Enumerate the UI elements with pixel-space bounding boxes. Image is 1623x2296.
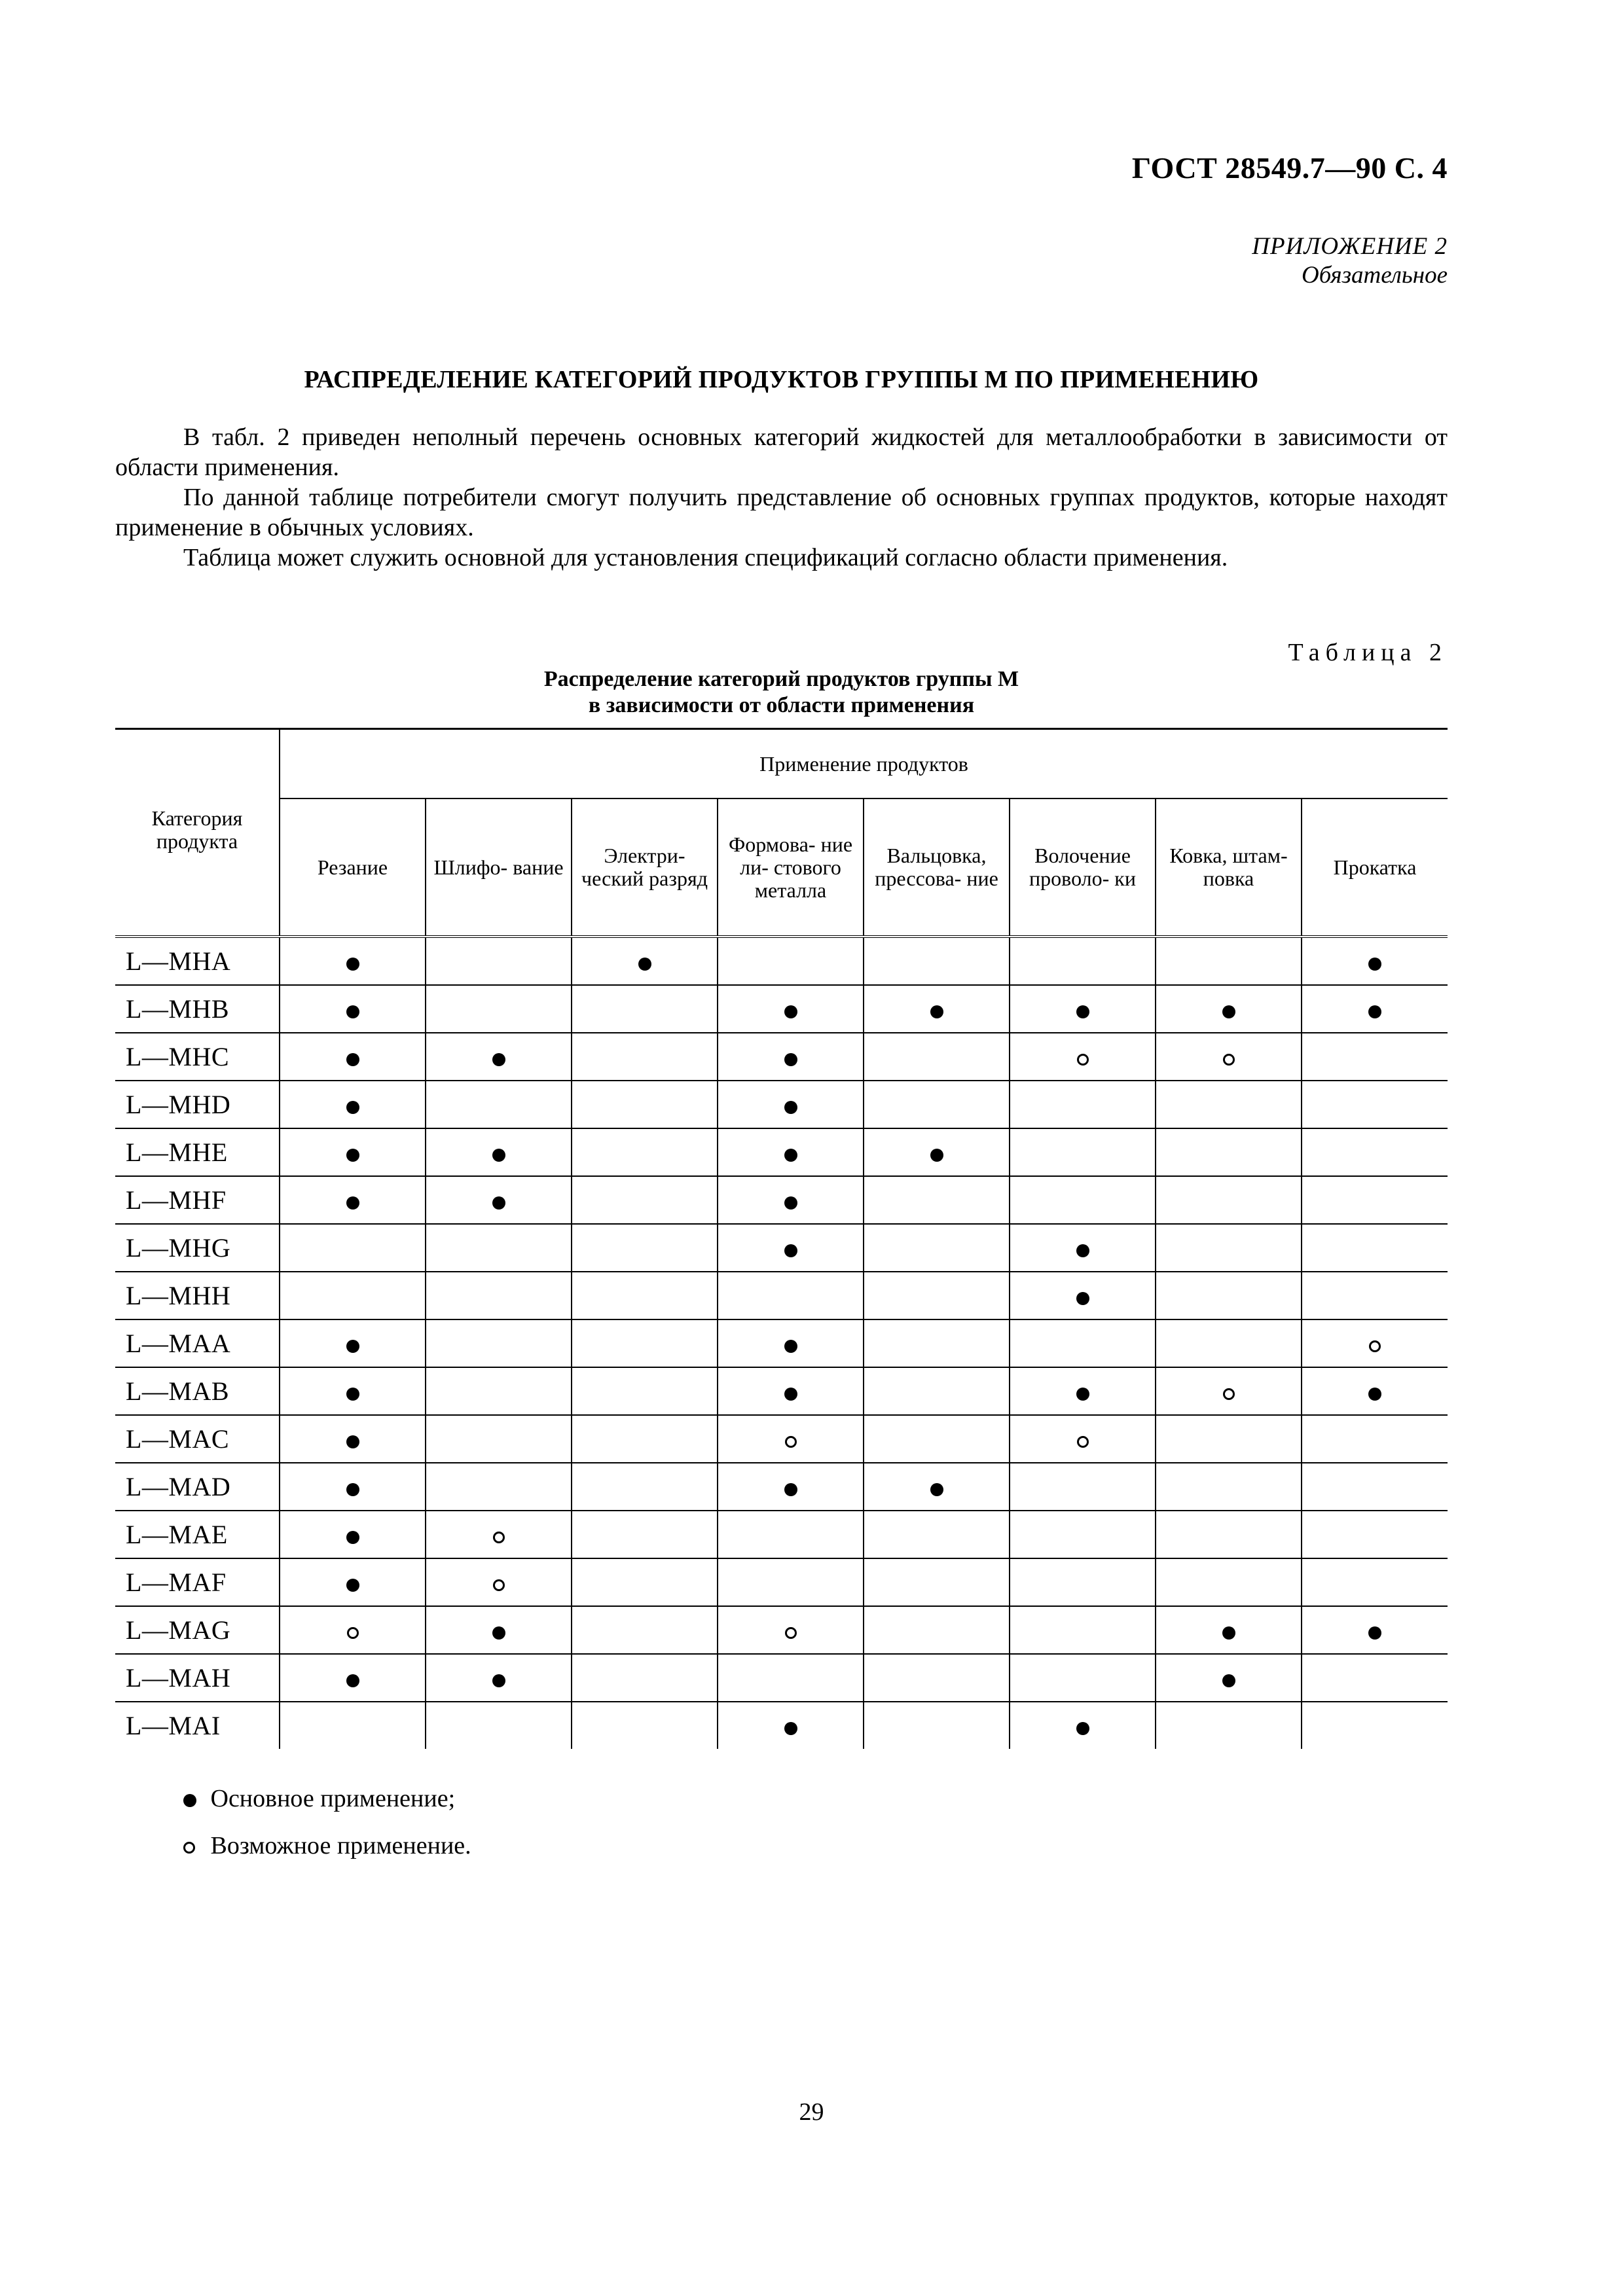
- category-code: L—MHG: [115, 1224, 280, 1272]
- table-cell: [280, 1654, 426, 1702]
- table-cell: [572, 1033, 718, 1081]
- category-code: L—MHE: [115, 1128, 280, 1176]
- filled-dot-icon: [1222, 1005, 1235, 1018]
- table-cell: [1302, 937, 1448, 985]
- table-row: [115, 1081, 1448, 1128]
- table-cell: [572, 1176, 718, 1224]
- table-cell: [864, 1224, 1010, 1272]
- table-row: [115, 1176, 1448, 1224]
- table-cell: [280, 1558, 426, 1606]
- column-header: Резание: [280, 798, 426, 937]
- table-label: Таблица 2: [1288, 639, 1448, 666]
- table-cell: [1302, 1176, 1448, 1224]
- filled-dot-icon: [492, 1149, 505, 1162]
- filled-dot-icon: [1368, 1005, 1381, 1018]
- table-title: [115, 666, 1448, 719]
- filled-dot-icon: [346, 1483, 359, 1496]
- table-cell: [1010, 1558, 1156, 1606]
- table-cell: [1302, 1033, 1448, 1081]
- table-cell: [718, 1033, 864, 1081]
- table-row: [115, 937, 1448, 985]
- table-cell: [426, 937, 572, 985]
- table-cell: [718, 985, 864, 1033]
- column-header: Формова- ние ли- стового металла: [718, 798, 864, 937]
- intro-paragraph: По данной таблице потребители смогут получить представление об основных группах продуктов, которые находят применение в обычных условиях.: [115, 484, 1448, 541]
- table-cell: [572, 1606, 718, 1654]
- column-header: Прокатка: [1302, 798, 1448, 937]
- filled-dot-icon: [492, 1626, 505, 1640]
- table-cell: [572, 1224, 718, 1272]
- table-cell: [718, 1081, 864, 1128]
- table-cell: [572, 937, 718, 985]
- filled-dot-icon: [784, 1722, 797, 1735]
- table-cell: [426, 1654, 572, 1702]
- table-cell: [280, 1511, 426, 1558]
- hollow-circle-icon: [785, 1627, 797, 1639]
- column-header: Волочение проволо- ки: [1010, 798, 1156, 937]
- table-cell: [864, 1606, 1010, 1654]
- table-cell: [572, 1702, 718, 1749]
- table-cell: [572, 1081, 718, 1128]
- table-cell: [1010, 937, 1156, 985]
- table-cell: [572, 1511, 718, 1558]
- table-cell: [280, 985, 426, 1033]
- table-cell: [1302, 1702, 1448, 1749]
- table-cell: [1010, 1224, 1156, 1272]
- table-title-line: в зависимости от области применения: [588, 693, 975, 717]
- filled-dot-icon: [346, 1388, 359, 1401]
- table-row: [115, 1367, 1448, 1415]
- table-cell: [280, 1367, 426, 1415]
- table-cell: [1156, 1606, 1302, 1654]
- table-cell: [1156, 985, 1302, 1033]
- table-row: [115, 1224, 1448, 1272]
- table-cell: [1156, 1654, 1302, 1702]
- legend: [183, 1775, 471, 1869]
- category-code: L—MHB: [115, 985, 280, 1033]
- filled-dot-icon: [1076, 1244, 1089, 1257]
- table-cell: [1302, 1128, 1448, 1176]
- table-cell: [864, 985, 1010, 1033]
- table-cell: [426, 1272, 572, 1319]
- table-cell: [1156, 1224, 1302, 1272]
- filled-dot-icon: [930, 1149, 943, 1162]
- filled-dot-icon: [784, 1388, 797, 1401]
- filled-dot-icon: [1222, 1626, 1235, 1640]
- table-cell: [864, 1654, 1010, 1702]
- table-cell: [1302, 1367, 1448, 1415]
- column-header: Шлифо- вание: [426, 798, 572, 937]
- category-code: L—MHA: [115, 937, 280, 985]
- column-header: Электри- ческий разряд: [572, 798, 718, 937]
- appendix-status: Обязательное: [1301, 262, 1448, 289]
- filled-dot-icon: [346, 1579, 359, 1592]
- table-cell: [1010, 1081, 1156, 1128]
- table-cell: [1156, 1319, 1302, 1367]
- filled-dot-icon: [346, 1005, 359, 1018]
- filled-dot-icon: [346, 1149, 359, 1162]
- filled-dot-icon: [784, 1101, 797, 1114]
- table-cell: [426, 1606, 572, 1654]
- table-cell: [1156, 1558, 1302, 1606]
- table-cell: [426, 1033, 572, 1081]
- table-cell: [280, 1463, 426, 1511]
- table-cell: [718, 1224, 864, 1272]
- filled-dot-icon: [346, 1101, 359, 1114]
- table-cell: [572, 1415, 718, 1463]
- category-header: Категория продукта: [115, 729, 280, 937]
- table-cell: [572, 985, 718, 1033]
- table-row: [115, 1128, 1448, 1176]
- table-cell: [280, 1272, 426, 1319]
- hollow-circle-icon: [493, 1579, 505, 1591]
- intro-paragraph: Таблица может служить основной для установления спецификаций согласно области применения.: [183, 544, 1228, 571]
- table-cell: [718, 1367, 864, 1415]
- table-cell: [718, 937, 864, 985]
- table-cell: [1302, 1606, 1448, 1654]
- table-cell: [1302, 1319, 1448, 1367]
- table-cell: [1302, 1224, 1448, 1272]
- table-row: [115, 1319, 1448, 1367]
- table-cell: [1010, 1702, 1156, 1749]
- table-cell: [426, 1128, 572, 1176]
- hollow-circle-icon: [1369, 1340, 1381, 1352]
- table-cell: [718, 1463, 864, 1511]
- table-cell: [718, 1654, 864, 1702]
- table-cell: [572, 1367, 718, 1415]
- table-cell: [1302, 1654, 1448, 1702]
- table-cell: [1156, 937, 1302, 985]
- filled-dot-icon: [784, 1005, 797, 1018]
- table-cell: [718, 1702, 864, 1749]
- table-cell: [1156, 1702, 1302, 1749]
- table-cell: [1156, 1033, 1302, 1081]
- filled-dot-icon: [638, 958, 651, 971]
- table-row: [115, 1606, 1448, 1654]
- table-cell: [1156, 1463, 1302, 1511]
- table-cell: [1010, 1367, 1156, 1415]
- table-cell: [1010, 1033, 1156, 1081]
- filled-dot-icon: [1076, 1005, 1089, 1018]
- hollow-circle-icon: [1077, 1054, 1089, 1066]
- filled-dot-icon: [346, 1340, 359, 1353]
- filled-dot-icon: [346, 1435, 359, 1448]
- filled-dot-icon: [346, 1196, 359, 1210]
- table-cell: [1010, 1319, 1156, 1367]
- filled-dot-icon: [784, 1053, 797, 1066]
- table-cell: [864, 1081, 1010, 1128]
- table-cell: [1010, 1463, 1156, 1511]
- application-header: Применение продуктов: [280, 729, 1448, 799]
- table-cell: [572, 1272, 718, 1319]
- column-header: Вальцовка, прессова- ние: [864, 798, 1010, 937]
- filled-dot-icon: [1076, 1388, 1089, 1401]
- filled-dot-icon: [784, 1340, 797, 1353]
- table-cell: [718, 1415, 864, 1463]
- appendix-block: [1252, 232, 1448, 290]
- category-code: L—MAG: [115, 1606, 280, 1654]
- table-cell: [280, 1081, 426, 1128]
- table-cell: [280, 1319, 426, 1367]
- filled-dot-icon: [1076, 1292, 1089, 1305]
- table-cell: [1010, 1654, 1156, 1702]
- table-cell: [1302, 1511, 1448, 1558]
- legend-item-possible: [183, 1822, 471, 1869]
- table-row: [115, 985, 1448, 1033]
- table-cell: [1010, 1511, 1156, 1558]
- filled-dot-icon: [930, 1483, 943, 1496]
- table-cell: [280, 1128, 426, 1176]
- table-cell: [864, 1272, 1010, 1319]
- table-cell: [718, 1511, 864, 1558]
- category-code: L—MAF: [115, 1558, 280, 1606]
- table-cell: [280, 1415, 426, 1463]
- table-cell: [572, 1654, 718, 1702]
- table-row: [115, 1415, 1448, 1463]
- table-cell: [426, 1081, 572, 1128]
- table-cell: [426, 1367, 572, 1415]
- table-cell: [1156, 1272, 1302, 1319]
- category-code: L—MAA: [115, 1319, 280, 1367]
- filled-dot-icon: [784, 1149, 797, 1162]
- table-cell: [1156, 1081, 1302, 1128]
- table-cell: [864, 1463, 1010, 1511]
- table-row: [115, 1033, 1448, 1081]
- table-cell: [426, 1463, 572, 1511]
- filled-dot-icon: [183, 1775, 204, 1822]
- table-cell: [1302, 985, 1448, 1033]
- hollow-circle-icon: [1223, 1388, 1235, 1400]
- table-cell: [426, 1511, 572, 1558]
- filled-dot-icon: [1368, 958, 1381, 971]
- table-cell: [1010, 1176, 1156, 1224]
- table-cell: [426, 1415, 572, 1463]
- category-code: L—MHC: [115, 1033, 280, 1081]
- table-cell: [718, 1128, 864, 1176]
- table-cell: [426, 1558, 572, 1606]
- category-code: L—MHF: [115, 1176, 280, 1224]
- table-row: [115, 1463, 1448, 1511]
- filled-dot-icon: [784, 1244, 797, 1257]
- table-cell: [572, 1463, 718, 1511]
- table-cell: [1156, 1176, 1302, 1224]
- table-cell: [1302, 1463, 1448, 1511]
- table-cell: [1156, 1128, 1302, 1176]
- table-cell: [426, 1176, 572, 1224]
- table-cell: [572, 1558, 718, 1606]
- hollow-circle-icon: [1077, 1436, 1089, 1448]
- table-cell: [426, 1224, 572, 1272]
- table-cell: [1010, 1606, 1156, 1654]
- appendix-title: ПРИЛОЖЕНИЕ 2: [1252, 233, 1448, 260]
- table-cell: [280, 1702, 426, 1749]
- table-cell: [1302, 1558, 1448, 1606]
- hollow-circle-icon: [785, 1436, 797, 1448]
- table-cell: [864, 1558, 1010, 1606]
- table-cell: [1010, 1128, 1156, 1176]
- filled-dot-icon: [784, 1483, 797, 1496]
- table-cell: [572, 1319, 718, 1367]
- category-code: L—MAC: [115, 1415, 280, 1463]
- filled-dot-icon: [492, 1196, 505, 1210]
- filled-dot-icon: [1076, 1722, 1089, 1735]
- legend-main-text: Основное применение;: [210, 1785, 456, 1812]
- table-cell: [280, 937, 426, 985]
- table-row: [115, 1511, 1448, 1558]
- table-cell: [864, 1702, 1010, 1749]
- table-row: [115, 1558, 1448, 1606]
- table-cell: [1302, 1415, 1448, 1463]
- table-cell: [280, 1606, 426, 1654]
- filled-dot-icon: [1368, 1626, 1381, 1640]
- table-cell: [864, 1511, 1010, 1558]
- application-table: [115, 728, 1448, 1749]
- filled-dot-icon: [1368, 1388, 1381, 1401]
- table-cell: [1156, 1511, 1302, 1558]
- category-code: L—MHD: [115, 1081, 280, 1128]
- hollow-circle-icon: [493, 1532, 505, 1543]
- table-title-line: Распределение категорий продуктов группы М: [543, 667, 1019, 691]
- table-cell: [864, 937, 1010, 985]
- table-cell: [1010, 985, 1156, 1033]
- hollow-circle-icon: [183, 1822, 204, 1869]
- table-cell: [864, 1319, 1010, 1367]
- table-cell: [280, 1176, 426, 1224]
- table-cell: [280, 1033, 426, 1081]
- table-cell: [864, 1033, 1010, 1081]
- table-cell: [1302, 1272, 1448, 1319]
- table-cell: [1010, 1415, 1156, 1463]
- table-cell: [718, 1319, 864, 1367]
- filled-dot-icon: [346, 958, 359, 971]
- table-cell: [426, 1702, 572, 1749]
- filled-dot-icon: [492, 1053, 505, 1066]
- table-cell: [426, 1319, 572, 1367]
- table-cell: [1156, 1367, 1302, 1415]
- table-cell: [718, 1558, 864, 1606]
- table-cell: [864, 1367, 1010, 1415]
- filled-dot-icon: [1222, 1674, 1235, 1687]
- category-code: L—MAH: [115, 1654, 280, 1702]
- table-cell: [718, 1272, 864, 1319]
- legend-item-main: [183, 1775, 471, 1822]
- page-number: 29: [799, 2098, 824, 2126]
- table-cell: [864, 1176, 1010, 1224]
- intro-paragraph: В табл. 2 приведен неполный перечень основных категорий жидкостей для металлообработки в зависимости от области применения.: [115, 423, 1448, 481]
- table-row: [115, 1272, 1448, 1319]
- filled-dot-icon: [346, 1531, 359, 1544]
- filled-dot-icon: [346, 1674, 359, 1687]
- intro-text: [115, 422, 1448, 573]
- legend-possible-text: Возможное применение.: [210, 1832, 471, 1859]
- section-title: РАСПРЕДЕЛЕНИЕ КАТЕГОРИЙ ПРОДУКТОВ ГРУППЫ М ПО ПРИМЕНЕНИЮ: [304, 366, 1259, 393]
- hollow-circle-icon: [347, 1627, 359, 1639]
- table-cell: [1010, 1272, 1156, 1319]
- filled-dot-icon: [784, 1196, 797, 1210]
- table-cell: [1302, 1081, 1448, 1128]
- table-cell: [718, 1176, 864, 1224]
- document-reference: ГОСТ 28549.7—90 С. 4: [1131, 151, 1448, 185]
- filled-dot-icon: [930, 1005, 943, 1018]
- category-code: L—MAE: [115, 1511, 280, 1558]
- category-code: L—MAI: [115, 1702, 280, 1749]
- table-cell: [572, 1128, 718, 1176]
- table-cell: [718, 1606, 864, 1654]
- table-cell: [1156, 1415, 1302, 1463]
- table-row: [115, 1654, 1448, 1702]
- category-code: L—MAB: [115, 1367, 280, 1415]
- table-cell: [426, 985, 572, 1033]
- hollow-circle-icon: [1223, 1054, 1235, 1066]
- filled-dot-icon: [346, 1053, 359, 1066]
- category-code: L—MHH: [115, 1272, 280, 1319]
- table-row: [115, 1702, 1448, 1749]
- table-cell: [864, 1128, 1010, 1176]
- category-code: L—MAD: [115, 1463, 280, 1511]
- table-cell: [280, 1224, 426, 1272]
- filled-dot-icon: [492, 1674, 505, 1687]
- column-header: Ковка, штам- повка: [1156, 798, 1302, 937]
- table-cell: [864, 1415, 1010, 1463]
